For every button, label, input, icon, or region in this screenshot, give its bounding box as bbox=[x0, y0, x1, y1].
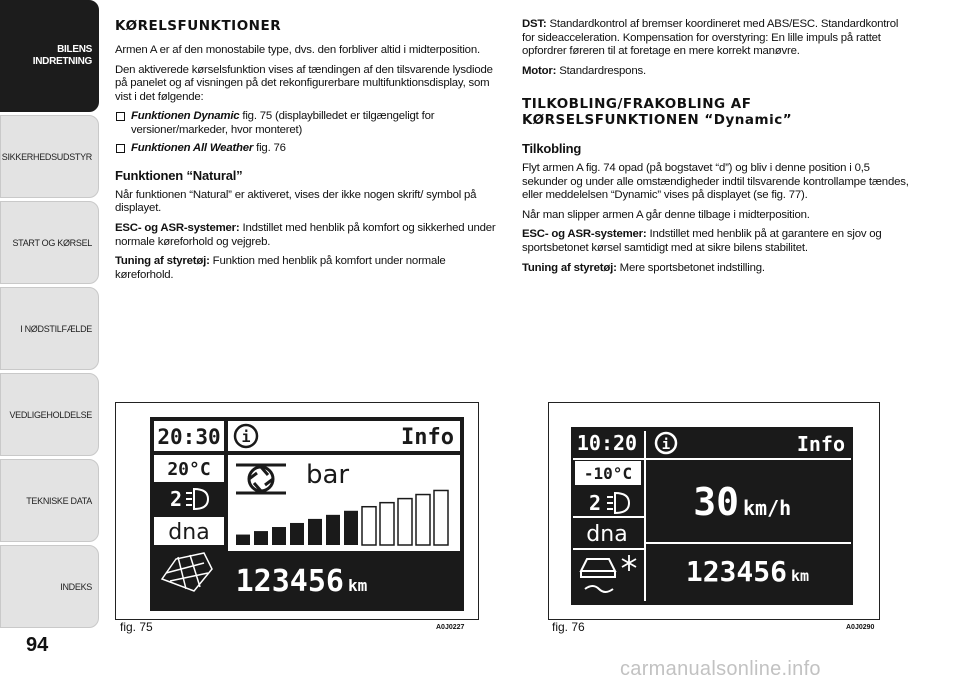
gear-text: 2 bbox=[169, 487, 183, 511]
gear-text: 2 bbox=[588, 491, 602, 515]
bullet-text: fig. 75 (displaybilledet er tilgængeligt for versioner/markeder, hvor monteret) bbox=[131, 110, 435, 136]
paragraph: Når man slipper armen A går denne tilbage i midterposition. bbox=[522, 208, 810, 221]
tab-label: SIKKERHEDSUDSTYR bbox=[1, 151, 92, 162]
bullet-item bbox=[115, 110, 500, 137]
section-heading: TILKOBLING/FRAKOBLING AF KØRSELSFUNKTIONEN “Dynamic” bbox=[522, 96, 793, 129]
figure-code: A0J0227 bbox=[436, 624, 465, 631]
boost-bar bbox=[236, 535, 250, 545]
clock-text: 10:20 bbox=[576, 431, 638, 455]
tab-label: VEDLIGEHOLDELSE bbox=[9, 409, 92, 420]
checkbox-bullet-icon bbox=[116, 112, 125, 121]
right-column bbox=[522, 18, 912, 281]
figure-76 bbox=[548, 402, 880, 620]
dna-text: dna bbox=[168, 520, 210, 545]
inline-text: Indstillet med henblik på at garantere en sjov og sportsbetonet kørsel samtidigt med at sikre bilens stabilitet. bbox=[522, 228, 882, 254]
tab-indeks[interactable] bbox=[0, 545, 99, 628]
paragraph: Flyt armen A fig. 74 opad (på bogstavet “d”) og bliv i denne position i 0,5 sekunder og under alle omstændigheder indtil tilsvarende kontrollampe tændes, eller meddelelsen “Dynamic” vises på displayet (se fig. 77). bbox=[522, 161, 909, 202]
figure-caption: fig. 75 bbox=[120, 620, 153, 634]
inline-text: Standardrespons. bbox=[556, 64, 646, 77]
boost-bar bbox=[308, 519, 322, 545]
tab-label: START OG KØRSEL bbox=[12, 237, 92, 248]
inline-text: Funktion med henblik på komfort under normale køreforhold. bbox=[115, 255, 446, 281]
bullet-item bbox=[115, 142, 500, 156]
boost-bar bbox=[326, 515, 340, 545]
info-icon-letter: i bbox=[661, 437, 671, 453]
watermark: carmanualsonline.info bbox=[620, 658, 821, 680]
bullet-label: Funktionen All Weather bbox=[131, 141, 254, 154]
paragraph: Den aktiverede kørselsfunktion vises af tændingen af den tilsvarende lysdiode på panelet og af visningen på det rekonfigurerbare multifunktionsdisplay, som vist i det følgende: bbox=[115, 63, 493, 103]
inline-label: Motor: bbox=[522, 64, 557, 77]
boost-bar bbox=[344, 511, 358, 545]
info-icon-letter: i bbox=[241, 428, 251, 446]
odometer-unit: km bbox=[791, 567, 810, 585]
boost-bar bbox=[254, 531, 268, 545]
boost-bar bbox=[362, 507, 376, 545]
boost-bar bbox=[290, 523, 304, 545]
boost-bar bbox=[398, 499, 412, 545]
paragraph bbox=[522, 262, 912, 276]
chapter-sidebar bbox=[0, 0, 99, 686]
speed-unit: km/h bbox=[743, 496, 792, 520]
subheading: Funktionen “Natural” bbox=[115, 168, 243, 184]
left-column bbox=[115, 18, 500, 288]
paragraph bbox=[115, 222, 500, 249]
subheading: Tilkobling bbox=[522, 141, 582, 157]
inline-label: Tuning af styretøj: bbox=[115, 255, 210, 268]
odometer-text: 123456 bbox=[235, 564, 344, 599]
inline-label: ESC- og ASR-systemer: bbox=[522, 228, 647, 241]
clock-text: 20:30 bbox=[157, 425, 221, 449]
bullet-text: fig. 76 bbox=[253, 141, 286, 154]
paragraph bbox=[522, 228, 912, 255]
figure-75 bbox=[115, 402, 479, 620]
odometer-text: 123456 bbox=[685, 555, 787, 588]
tab-label: INDEKS bbox=[60, 581, 92, 592]
boost-bar bbox=[434, 490, 448, 545]
boost-bar bbox=[380, 503, 394, 545]
display-all-weather-illustration bbox=[549, 403, 879, 619]
paragraph: Armen A er af den monostabile type, dvs. den forbliver altid i midterposition. bbox=[115, 44, 480, 56]
tab-start-og-korsel[interactable] bbox=[0, 201, 99, 284]
inline-text: Indstillet med henblik på komfort og sikkerhed under normale køreforhold og vejgreb. bbox=[115, 221, 496, 248]
checkbox-bullet-icon bbox=[116, 144, 125, 153]
tab-sikkerhedsudstyr[interactable] bbox=[0, 115, 99, 198]
info-label: Info bbox=[401, 425, 454, 450]
info-label: Info bbox=[796, 432, 845, 456]
section-heading: KØRELSFUNKTIONER bbox=[115, 18, 282, 34]
temp-text: -10°C bbox=[583, 464, 633, 483]
tab-tekniske-data[interactable] bbox=[0, 459, 99, 542]
tab-bilens-indretning[interactable] bbox=[0, 0, 99, 112]
temp-text: 20°C bbox=[167, 459, 211, 480]
dna-text: dna bbox=[586, 522, 628, 547]
speed-text: 30 bbox=[693, 480, 739, 524]
tab-vedligeholdelse[interactable] bbox=[0, 373, 99, 456]
paragraph: Når funktionen “Natural” er aktiveret, vises der ikke nogen skrift/ symbol på displayet. bbox=[115, 188, 477, 215]
figure-caption: fig. 76 bbox=[552, 620, 585, 634]
paragraph bbox=[522, 18, 912, 59]
inline-label: DST: bbox=[522, 18, 547, 30]
display-dynamic-illustration bbox=[116, 403, 478, 619]
page-number: 94 bbox=[26, 634, 49, 656]
figure-code: A0J0290 bbox=[846, 624, 875, 631]
inline-label: Tuning af styretøj: bbox=[522, 261, 617, 274]
inline-text: Mere sportsbetonet indstilling. bbox=[616, 261, 765, 274]
bullet-label: Funktionen Dynamic bbox=[131, 110, 240, 123]
paragraph bbox=[522, 65, 912, 79]
boost-bar bbox=[416, 495, 430, 545]
tab-i-nodstilfaelde[interactable] bbox=[0, 287, 99, 370]
odometer-unit: km bbox=[348, 576, 368, 595]
bar-unit-label: bar bbox=[306, 460, 350, 490]
tab-label: BILENS INDRETNING bbox=[32, 44, 92, 67]
tab-label: TEKNISKE DATA bbox=[26, 495, 92, 506]
boost-bar bbox=[272, 527, 286, 545]
tab-label: I NØDSTILFÆLDE bbox=[20, 323, 92, 334]
inline-label: ESC- og ASR-systemer: bbox=[115, 221, 240, 234]
paragraph bbox=[115, 255, 500, 282]
inline-text: Standardkontrol af bremser koordineret med ABS/ESC. Standardkontrol for sideacceleration. Kompensation for overstyring: En lille impuls på rattet opfordrer føreren til at foretage en mere korrekt manøvre. bbox=[522, 18, 899, 58]
